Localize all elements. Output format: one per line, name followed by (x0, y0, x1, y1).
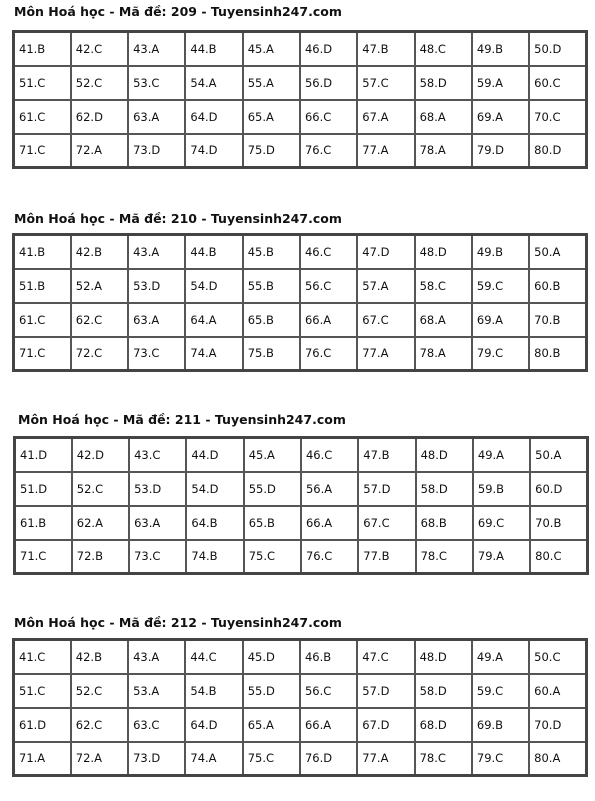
answer-cell: 41.D (15, 438, 72, 472)
answer-cell: 50.A (530, 438, 587, 472)
answer-cell: 56.C (300, 269, 357, 303)
answer-cell: 75.C (243, 742, 300, 776)
answer-cell: 58.C (415, 269, 472, 303)
answer-cell: 71.C (14, 134, 71, 168)
answer-cell: 61.D (14, 708, 71, 742)
table-row (14, 66, 587, 100)
answer-cell: 41.C (14, 640, 71, 674)
answer-cell: 55.B (243, 269, 300, 303)
answer-cell: 47.D (357, 235, 414, 269)
answer-cell: 46.C (301, 438, 358, 472)
answer-cell: 47.B (357, 32, 414, 66)
answer-cell: 50.A (529, 235, 586, 269)
answer-cell: 44.D (186, 438, 243, 472)
answer-cell: 47.C (357, 640, 414, 674)
answer-cell: 73.C (128, 337, 185, 371)
answer-cell: 63.A (129, 506, 186, 540)
table-row (14, 32, 587, 66)
answer-cell: 59.C (472, 269, 529, 303)
answer-cell: 70.D (529, 708, 586, 742)
answer-cell: 56.C (300, 674, 357, 708)
answer-cell: 59.C (472, 674, 529, 708)
answer-cell: 43.A (128, 235, 185, 269)
answer-cell: 48.D (415, 235, 472, 269)
answer-cell: 42.B (71, 235, 128, 269)
answer-cell: 61.C (14, 303, 71, 337)
answer-cell: 70.C (529, 100, 586, 134)
answer-cell: 79.C (472, 337, 529, 371)
answer-cell: 45.A (244, 438, 301, 472)
answer-cell: 57.D (358, 472, 415, 506)
table-row (14, 640, 587, 674)
table-row (15, 506, 588, 540)
answer-cell: 65.B (244, 506, 301, 540)
answer-cell: 70.B (529, 303, 586, 337)
answer-cell: 71.C (15, 540, 72, 574)
answer-cell: 73.D (128, 742, 185, 776)
answer-cell: 73.C (129, 540, 186, 574)
answer-cell: 49.A (473, 438, 530, 472)
answer-cell: 77.A (357, 134, 414, 168)
answer-cell: 64.D (185, 100, 242, 134)
answer-cell: 46.B (300, 640, 357, 674)
answer-cell: 68.B (416, 506, 473, 540)
answer-cell: 79.A (473, 540, 530, 574)
answer-cell: 60.C (529, 66, 586, 100)
answer-table (12, 233, 588, 372)
answer-cell: 52.C (71, 674, 128, 708)
answer-cell: 58.D (415, 66, 472, 100)
answer-cell: 75.B (243, 337, 300, 371)
answer-cell: 72.B (72, 540, 129, 574)
answer-cell: 56.D (300, 66, 357, 100)
section-title: Môn Hoá học - Mã đề: 212 - Tuyensinh247.com (14, 615, 342, 630)
answer-cell: 60.D (530, 472, 587, 506)
table-row (14, 708, 587, 742)
answer-cell: 54.D (186, 472, 243, 506)
answer-cell: 53.A (128, 674, 185, 708)
answer-cell: 77.B (358, 540, 415, 574)
table-row (14, 235, 587, 269)
answer-table (13, 436, 589, 575)
answer-cell: 43.A (128, 640, 185, 674)
section-title: Môn Hoá học - Mã đề: 210 - Tuyensinh247.com (14, 211, 342, 226)
answer-cell: 52.A (71, 269, 128, 303)
answer-cell: 43.A (128, 32, 185, 66)
answer-cell: 59.B (473, 472, 530, 506)
table-row (15, 438, 588, 472)
answer-cell: 55.A (243, 66, 300, 100)
answer-cell: 66.C (300, 100, 357, 134)
table-row (14, 742, 587, 776)
answer-cell: 80.A (529, 742, 586, 776)
answer-cell: 68.D (415, 708, 472, 742)
answer-cell: 77.A (357, 742, 414, 776)
answer-cell: 57.C (357, 66, 414, 100)
table-row (14, 134, 587, 168)
answer-cell: 76.C (300, 337, 357, 371)
answer-cell: 69.C (473, 506, 530, 540)
answer-cell: 46.D (300, 32, 357, 66)
answer-cell: 66.A (300, 303, 357, 337)
answer-cell: 75.C (244, 540, 301, 574)
answer-cell: 55.D (243, 674, 300, 708)
answer-cell: 53.C (128, 66, 185, 100)
answer-cell: 64.D (185, 708, 242, 742)
answer-cell: 51.C (14, 674, 71, 708)
section-title: Môn Hoá học - Mã đề: 211 - Tuyensinh247.com (18, 412, 346, 427)
table-row (14, 337, 587, 371)
answer-cell: 45.B (243, 235, 300, 269)
answer-cell: 55.D (244, 472, 301, 506)
answer-cell: 67.C (358, 506, 415, 540)
answer-cell: 54.B (185, 674, 242, 708)
answer-cell: 51.D (15, 472, 72, 506)
answer-cell: 74.A (185, 742, 242, 776)
answer-cell: 65.B (243, 303, 300, 337)
answer-cell: 50.C (529, 640, 586, 674)
answer-cell: 78.C (416, 540, 473, 574)
answer-cell: 69.B (472, 708, 529, 742)
answer-cell: 72.A (71, 134, 128, 168)
answer-cell: 72.C (71, 337, 128, 371)
answer-cell: 74.B (186, 540, 243, 574)
answer-cell: 48.D (415, 640, 472, 674)
answer-cell: 69.A (472, 100, 529, 134)
answer-cell: 71.C (14, 337, 71, 371)
answer-cell: 41.B (14, 32, 71, 66)
answer-cell: 49.B (472, 235, 529, 269)
answer-cell: 49.A (472, 640, 529, 674)
answer-cell: 48.D (416, 438, 473, 472)
answer-cell: 49.B (472, 32, 529, 66)
answer-cell: 69.A (472, 303, 529, 337)
answer-cell: 54.A (185, 66, 242, 100)
answer-cell: 78.A (415, 134, 472, 168)
answer-cell: 65.A (243, 708, 300, 742)
answer-cell: 66.A (301, 506, 358, 540)
answer-cell: 80.D (529, 134, 586, 168)
answer-cell: 70.B (530, 506, 587, 540)
answer-cell: 64.A (185, 303, 242, 337)
answer-cell: 44.B (185, 32, 242, 66)
answer-cell: 44.B (185, 235, 242, 269)
answer-cell: 62.C (71, 303, 128, 337)
answer-cell: 75.D (243, 134, 300, 168)
answer-cell: 50.D (529, 32, 586, 66)
answer-cell: 67.C (357, 303, 414, 337)
answer-cell: 60.A (529, 674, 586, 708)
table-row (15, 472, 588, 506)
answer-cell: 80.B (529, 337, 586, 371)
answer-cell: 42.B (71, 640, 128, 674)
answer-cell: 74.A (185, 337, 242, 371)
answer-cell: 45.A (243, 32, 300, 66)
answer-cell: 58.D (415, 674, 472, 708)
answer-cell: 63.A (128, 303, 185, 337)
answer-cell: 78.C (415, 742, 472, 776)
answer-table (12, 638, 588, 777)
answer-cell: 77.A (357, 337, 414, 371)
table-row (14, 674, 587, 708)
answer-cell: 76.C (300, 134, 357, 168)
answer-cell: 65.A (243, 100, 300, 134)
answer-cell: 42.D (72, 438, 129, 472)
answer-cell: 53.D (128, 269, 185, 303)
answer-cell: 54.D (185, 269, 242, 303)
answer-cell: 56.A (301, 472, 358, 506)
answer-cell: 53.D (129, 472, 186, 506)
answer-table (12, 30, 588, 169)
answer-cell: 59.A (472, 66, 529, 100)
answer-cell: 64.B (186, 506, 243, 540)
answer-cell: 52.C (72, 472, 129, 506)
answer-cell: 44.C (185, 640, 242, 674)
answer-cell: 62.A (72, 506, 129, 540)
answer-cell: 51.B (14, 269, 71, 303)
answer-cell: 72.A (71, 742, 128, 776)
answer-cell: 73.D (128, 134, 185, 168)
answer-cell: 68.A (415, 303, 472, 337)
section-title: Môn Hoá học - Mã đề: 209 - Tuyensinh247.com (14, 4, 342, 19)
table-row (15, 540, 588, 574)
answer-cell: 51.C (14, 66, 71, 100)
answer-cell: 47.B (358, 438, 415, 472)
answer-cell: 58.D (416, 472, 473, 506)
answer-cell: 71.A (14, 742, 71, 776)
answer-cell: 43.C (129, 438, 186, 472)
answer-cell: 67.A (357, 100, 414, 134)
answer-cell: 48.C (415, 32, 472, 66)
answer-cell: 42.C (71, 32, 128, 66)
answer-cell: 60.B (529, 269, 586, 303)
answer-cell: 68.A (415, 100, 472, 134)
answer-cell: 62.D (71, 100, 128, 134)
answer-cell: 46.C (300, 235, 357, 269)
answer-cell: 76.C (301, 540, 358, 574)
answer-cell: 79.C (472, 742, 529, 776)
answer-cell: 63.C (128, 708, 185, 742)
answer-cell: 74.D (185, 134, 242, 168)
answer-cell: 76.D (300, 742, 357, 776)
answer-cell: 78.A (415, 337, 472, 371)
answer-cell: 79.D (472, 134, 529, 168)
answer-cell: 66.A (300, 708, 357, 742)
answer-cell: 80.C (530, 540, 587, 574)
answer-cell: 45.D (243, 640, 300, 674)
answer-cell: 61.C (14, 100, 71, 134)
answer-cell: 63.A (128, 100, 185, 134)
answer-cell: 41.B (14, 235, 71, 269)
answer-cell: 62.C (71, 708, 128, 742)
table-row (14, 269, 587, 303)
answer-cell: 57.A (357, 269, 414, 303)
table-row (14, 303, 587, 337)
table-row (14, 100, 587, 134)
answer-cell: 52.C (71, 66, 128, 100)
answer-cell: 61.B (15, 506, 72, 540)
answer-cell: 67.D (357, 708, 414, 742)
answer-cell: 57.D (357, 674, 414, 708)
